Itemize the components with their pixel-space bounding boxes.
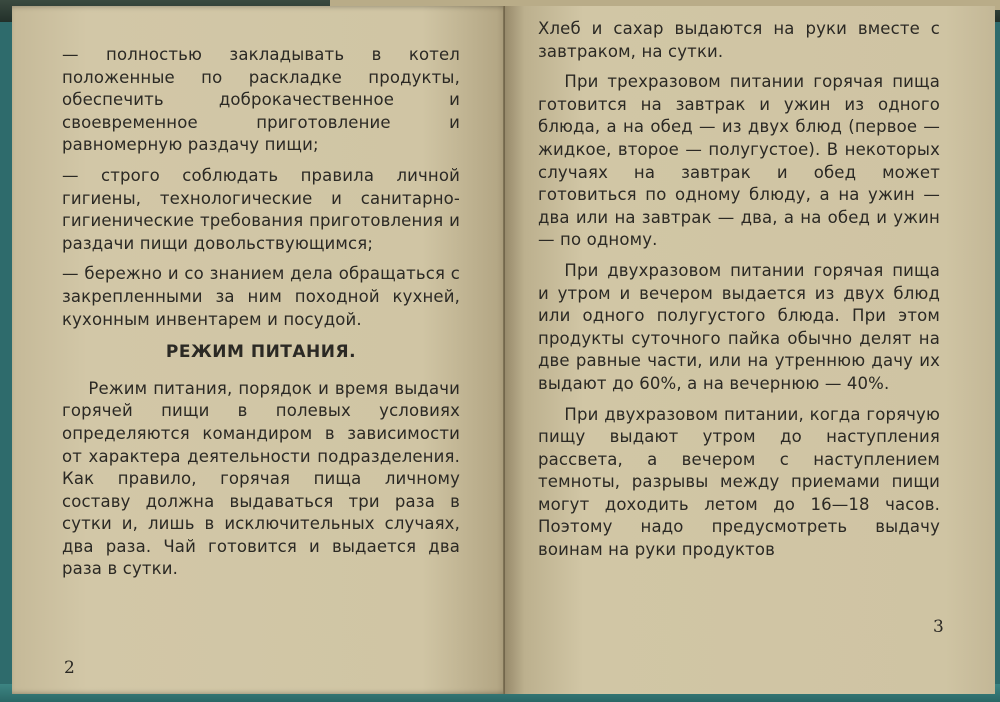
right-paragraph-3: При двухразовом питании горячая пища и утром и вечером выдается из двух блюд или одного полугустого блюда. При этом продукты суточного пайка обычно делят на две равные части, или на утреннюю дачу их выдают до 60%, а на вечернюю — 40%.: [538, 260, 940, 393]
page-number-right: 3: [933, 617, 944, 637]
left-paragraph-2: — строго соблюдать правила личной гигиены, технологические и санитарно-гигиенические требования приготовления и раздачи пищи довольствующимся;: [62, 165, 460, 253]
left-paragraph-1: — полностью закладывать в котел положенные по раскладке продукты, обеспечить доброкачественное и своевременное приготовление и равномерную раздачу пищи;: [62, 45, 460, 155]
right-paragraph-2: При трехразовом питании горячая пища готовится на завтрак и ужин из одного блюда, а на обед — из двух блюд (первое — жидкое, второе — полугустое). В некоторых случаях на завтрак и обед может готовиться по одному блюду, а на ужин — два или на завтрак — два, а на обед и ужин — по одному.: [538, 72, 940, 250]
left-page: [12, 6, 512, 694]
right-paragraph-1: Хлеб и сахар выдаются на руки вместе с завтраком, на сутки.: [538, 19, 940, 61]
right-paragraph-4: При двухразовом питании, когда горячую пищу выдают утром до наступления рассвета, а вечером с наступлением темноты, разрывы между приемами пищи могут доходить летом до 16—18 часов. Поэтому надо предусмотреть выдачу воинам на руки продуктов: [538, 404, 940, 560]
left-page-text: [62, 44, 460, 589]
left-paragraph-3: — бережно и со знанием дела обращаться с закрепленными за ним походной кухней, кухонным инвентарем и посудой.: [62, 264, 460, 329]
section-heading: РЕЖИМ ПИТАНИЯ.: [165, 342, 357, 363]
page-number-left: 2: [64, 658, 75, 678]
left-body-paragraph: Режим питания, порядок и время выдачи горячей пищи в полевых условиях определяются командиром в зависимости от характера деятельности подразделения. Как правило, горячая пища личному составу должна выдаваться три раза в сутки и, лишь в исключительных случаях, два раза. Чай готовится и выдается два раза в сутки.: [62, 378, 460, 579]
right-page: [505, 6, 995, 694]
right-page-text: [538, 18, 940, 570]
